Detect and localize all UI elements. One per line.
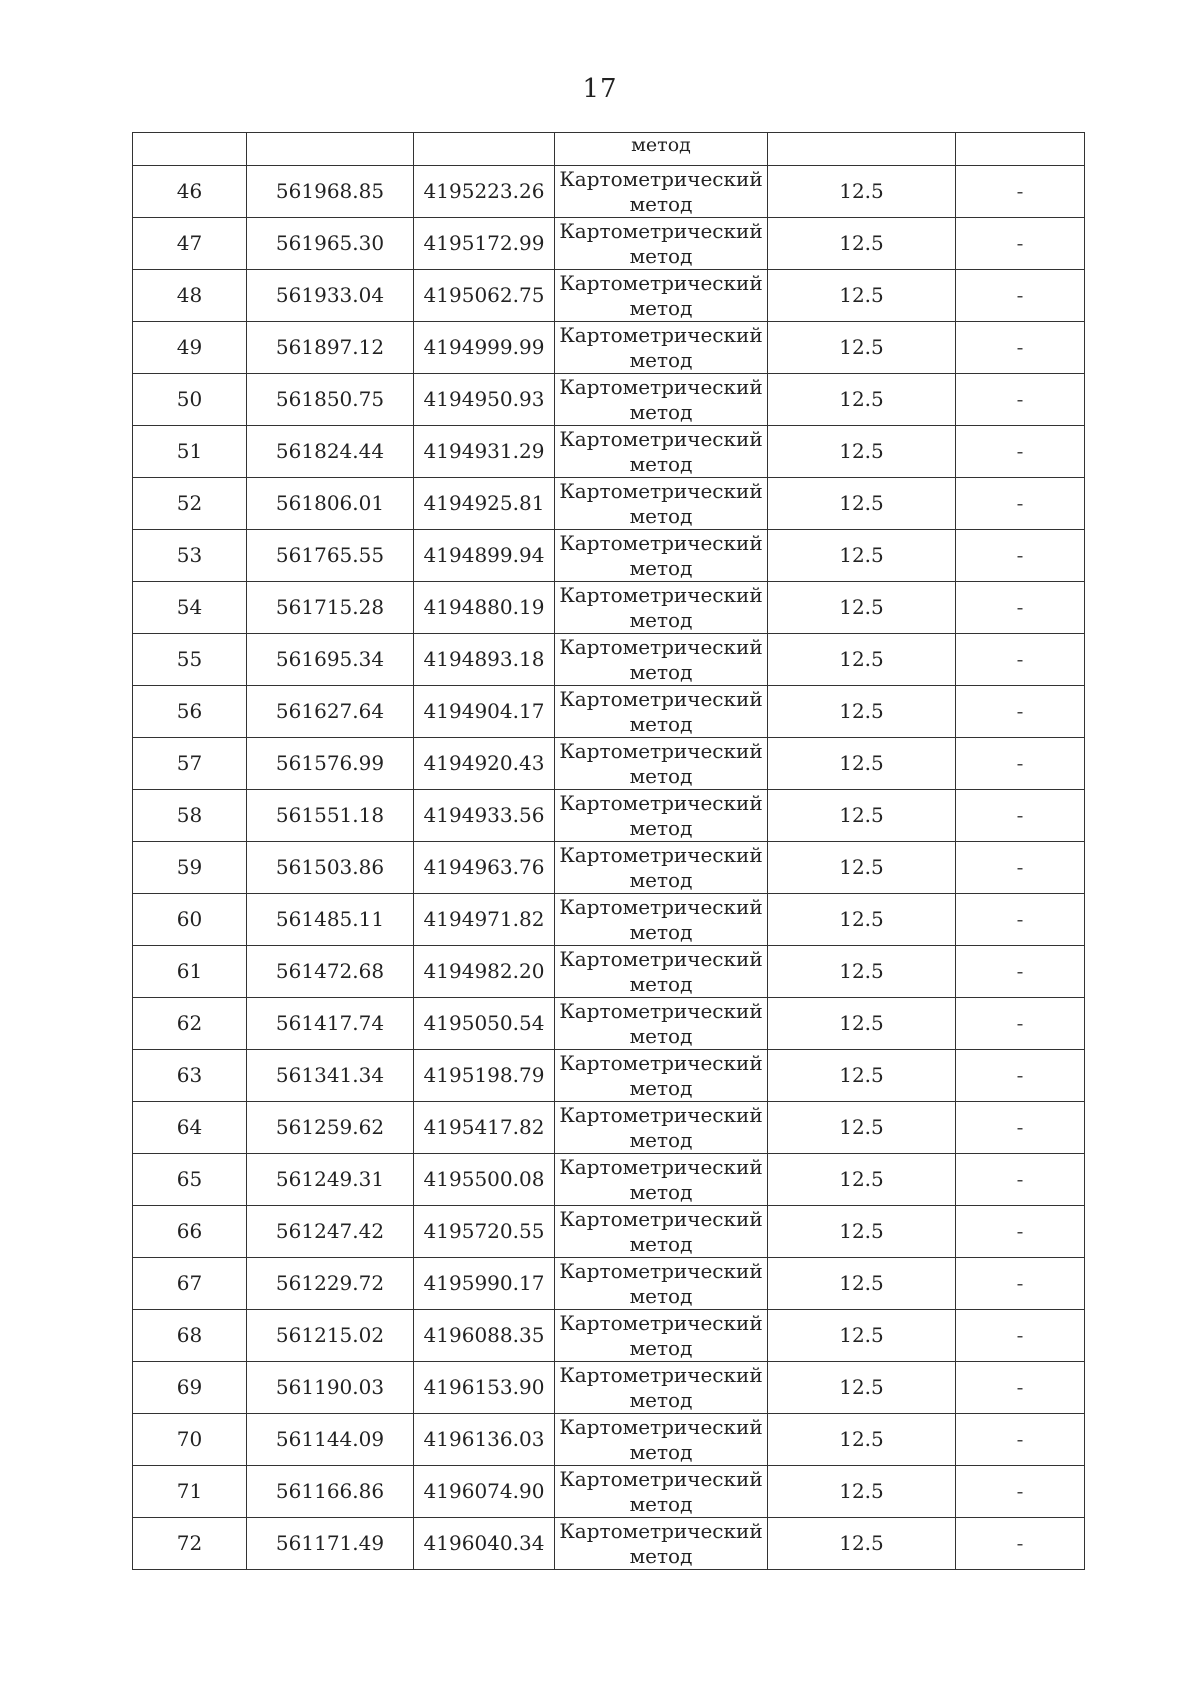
table-row xyxy=(133,1414,1085,1466)
cell-x: 561229.72 xyxy=(247,1258,414,1310)
cell-y: 4195062.75 xyxy=(414,270,555,322)
cell-precision: 12.5 xyxy=(768,1466,956,1518)
cell-n: 69 xyxy=(133,1362,247,1414)
cell-n: 67 xyxy=(133,1258,247,1310)
cell-y: 4196074.90 xyxy=(414,1466,555,1518)
cell-method: Картометрический метод xyxy=(555,1310,768,1362)
cell-x: 561472.68 xyxy=(247,946,414,998)
cell-n: 71 xyxy=(133,1466,247,1518)
cell-y: 4194925.81 xyxy=(414,478,555,530)
cell-note: - xyxy=(956,842,1085,894)
cell-n: 61 xyxy=(133,946,247,998)
cell-x: 561824.44 xyxy=(247,426,414,478)
cell-x: 561215.02 xyxy=(247,1310,414,1362)
table-row xyxy=(133,1310,1085,1362)
cell-x: 561551.18 xyxy=(247,790,414,842)
cell-y xyxy=(414,133,555,166)
cell-x: 561850.75 xyxy=(247,374,414,426)
cell-y: 4196153.90 xyxy=(414,1362,555,1414)
cell-n: 70 xyxy=(133,1414,247,1466)
continued-row xyxy=(133,133,1085,166)
table-row xyxy=(133,1362,1085,1414)
cell-method: Картометрический метод xyxy=(555,946,768,998)
cell-method: Картометрический метод xyxy=(555,1050,768,1102)
cell-x: 561965.30 xyxy=(247,218,414,270)
cell-note: - xyxy=(956,1310,1085,1362)
cell-y: 4194963.76 xyxy=(414,842,555,894)
cell-method: Картометрический метод xyxy=(555,894,768,946)
cell-y: 4194999.99 xyxy=(414,322,555,374)
table-row xyxy=(133,426,1085,478)
cell-note: - xyxy=(956,1206,1085,1258)
cell-note: - xyxy=(956,998,1085,1050)
cell-note: - xyxy=(956,478,1085,530)
table-row xyxy=(133,894,1085,946)
cell-method: Картометрический метод xyxy=(555,478,768,530)
cell-note: - xyxy=(956,1154,1085,1206)
cell-n: 55 xyxy=(133,634,247,686)
cell-precision: 12.5 xyxy=(768,1258,956,1310)
cell-y: 4195198.79 xyxy=(414,1050,555,1102)
cell-method: Картометрический метод xyxy=(555,634,768,686)
cell-method: Картометрический метод xyxy=(555,1258,768,1310)
table-row xyxy=(133,1050,1085,1102)
cell-precision: 12.5 xyxy=(768,218,956,270)
table-row xyxy=(133,218,1085,270)
cell-y: 4194950.93 xyxy=(414,374,555,426)
cell-note: - xyxy=(956,634,1085,686)
cell-y: 4196136.03 xyxy=(414,1414,555,1466)
cell-precision: 12.5 xyxy=(768,1206,956,1258)
cell-method: метод xyxy=(555,133,768,166)
cell-x: 561933.04 xyxy=(247,270,414,322)
cell-y: 4195720.55 xyxy=(414,1206,555,1258)
cell-note: - xyxy=(956,166,1085,218)
cell-n: 58 xyxy=(133,790,247,842)
cell-x: 561715.28 xyxy=(247,582,414,634)
cell-note: - xyxy=(956,270,1085,322)
cell-n: 65 xyxy=(133,1154,247,1206)
cell-method: Картометрический метод xyxy=(555,322,768,374)
cell-x: 561695.34 xyxy=(247,634,414,686)
cell-x: 561765.55 xyxy=(247,530,414,582)
cell-n: 46 xyxy=(133,166,247,218)
cell-y: 4194982.20 xyxy=(414,946,555,998)
cell-n: 57 xyxy=(133,738,247,790)
cell-x: 561576.99 xyxy=(247,738,414,790)
cell-y: 4196088.35 xyxy=(414,1310,555,1362)
cell-note: - xyxy=(956,1518,1085,1570)
table-row xyxy=(133,1518,1085,1570)
cell-n: 51 xyxy=(133,426,247,478)
cell-n: 62 xyxy=(133,998,247,1050)
cell-precision: 12.5 xyxy=(768,946,956,998)
cell-x: 561806.01 xyxy=(247,478,414,530)
cell-n: 64 xyxy=(133,1102,247,1154)
table-row xyxy=(133,998,1085,1050)
cell-method: Картометрический метод xyxy=(555,426,768,478)
cell-precision: 12.5 xyxy=(768,530,956,582)
cell-x: 561503.86 xyxy=(247,842,414,894)
cell-x: 561485.11 xyxy=(247,894,414,946)
cell-note: - xyxy=(956,1258,1085,1310)
cell-y: 4194899.94 xyxy=(414,530,555,582)
cell-method: Картометрический метод xyxy=(555,686,768,738)
cell-x: 561249.31 xyxy=(247,1154,414,1206)
cell-note: - xyxy=(956,582,1085,634)
cell-n: 49 xyxy=(133,322,247,374)
table-row xyxy=(133,842,1085,894)
cell-n: 66 xyxy=(133,1206,247,1258)
table-row xyxy=(133,738,1085,790)
cell-precision: 12.5 xyxy=(768,426,956,478)
cell-x xyxy=(247,133,414,166)
table-row xyxy=(133,946,1085,998)
cell-precision xyxy=(768,133,956,166)
cell-precision: 12.5 xyxy=(768,1414,956,1466)
cell-precision: 12.5 xyxy=(768,998,956,1050)
cell-x: 561968.85 xyxy=(247,166,414,218)
cell-note: - xyxy=(956,530,1085,582)
cell-note: - xyxy=(956,218,1085,270)
cell-note xyxy=(956,133,1085,166)
cell-n: 60 xyxy=(133,894,247,946)
cell-precision: 12.5 xyxy=(768,582,956,634)
cell-y: 4195223.26 xyxy=(414,166,555,218)
cell-method: Картометрический метод xyxy=(555,1466,768,1518)
cell-note: - xyxy=(956,946,1085,998)
cell-x: 561897.12 xyxy=(247,322,414,374)
cell-note: - xyxy=(956,1050,1085,1102)
cell-method: Картометрический метод xyxy=(555,1518,768,1570)
cell-n: 50 xyxy=(133,374,247,426)
cell-precision: 12.5 xyxy=(768,1362,956,1414)
cell-precision: 12.5 xyxy=(768,1050,956,1102)
cell-y: 4194933.56 xyxy=(414,790,555,842)
table-row xyxy=(133,322,1085,374)
cell-y: 4195500.08 xyxy=(414,1154,555,1206)
cell-method: Картометрический метод xyxy=(555,842,768,894)
table-row xyxy=(133,374,1085,426)
cell-y: 4195417.82 xyxy=(414,1102,555,1154)
cell-n: 56 xyxy=(133,686,247,738)
cell-x: 561190.03 xyxy=(247,1362,414,1414)
cell-x: 561259.62 xyxy=(247,1102,414,1154)
cell-n: 47 xyxy=(133,218,247,270)
cell-precision: 12.5 xyxy=(768,894,956,946)
table-row xyxy=(133,686,1085,738)
cell-y: 4195990.17 xyxy=(414,1258,555,1310)
cell-method: Картометрический метод xyxy=(555,738,768,790)
cell-precision: 12.5 xyxy=(768,270,956,322)
cell-precision: 12.5 xyxy=(768,1102,956,1154)
cell-precision: 12.5 xyxy=(768,166,956,218)
cell-method: Картометрический метод xyxy=(555,998,768,1050)
cell-n: 72 xyxy=(133,1518,247,1570)
cell-n xyxy=(133,133,247,166)
cell-n: 53 xyxy=(133,530,247,582)
cell-x: 561166.86 xyxy=(247,1466,414,1518)
cell-method: Картометрический метод xyxy=(555,582,768,634)
cell-method: Картометрический метод xyxy=(555,1414,768,1466)
table-row xyxy=(133,1466,1085,1518)
cell-precision: 12.5 xyxy=(768,634,956,686)
cell-note: - xyxy=(956,1102,1085,1154)
cell-method: Картометрический метод xyxy=(555,530,768,582)
cell-precision: 12.5 xyxy=(768,738,956,790)
cell-n: 68 xyxy=(133,1310,247,1362)
table-row xyxy=(133,1206,1085,1258)
table-row xyxy=(133,270,1085,322)
cell-y: 4194971.82 xyxy=(414,894,555,946)
cell-y: 4195172.99 xyxy=(414,218,555,270)
cell-method: Картометрический метод xyxy=(555,374,768,426)
table-row xyxy=(133,1258,1085,1310)
coordinates-table xyxy=(132,132,1085,1570)
cell-precision: 12.5 xyxy=(768,374,956,426)
cell-y: 4194920.43 xyxy=(414,738,555,790)
cell-method: Картометрический метод xyxy=(555,218,768,270)
cell-note: - xyxy=(956,738,1085,790)
cell-n: 63 xyxy=(133,1050,247,1102)
cell-x: 561341.34 xyxy=(247,1050,414,1102)
table-row xyxy=(133,166,1085,218)
cell-note: - xyxy=(956,322,1085,374)
cell-y: 4194931.29 xyxy=(414,426,555,478)
cell-n: 59 xyxy=(133,842,247,894)
cell-y: 4194880.19 xyxy=(414,582,555,634)
cell-method: Картометрический метод xyxy=(555,1102,768,1154)
cell-precision: 12.5 xyxy=(768,686,956,738)
page-number: 17 xyxy=(582,74,618,104)
table-row xyxy=(133,1154,1085,1206)
table-row xyxy=(133,1102,1085,1154)
cell-y: 4196040.34 xyxy=(414,1518,555,1570)
cell-x: 561171.49 xyxy=(247,1518,414,1570)
cell-precision: 12.5 xyxy=(768,842,956,894)
cell-method: Картометрический метод xyxy=(555,270,768,322)
cell-note: - xyxy=(956,894,1085,946)
cell-note: - xyxy=(956,1414,1085,1466)
cell-precision: 12.5 xyxy=(768,790,956,842)
cell-n: 54 xyxy=(133,582,247,634)
cell-y: 4194904.17 xyxy=(414,686,555,738)
cell-precision: 12.5 xyxy=(768,1518,956,1570)
table-row xyxy=(133,530,1085,582)
cell-x: 561247.42 xyxy=(247,1206,414,1258)
table-row xyxy=(133,582,1085,634)
cell-method: Картометрический метод xyxy=(555,1362,768,1414)
cell-precision: 12.5 xyxy=(768,478,956,530)
table-row xyxy=(133,478,1085,530)
cell-y: 4194893.18 xyxy=(414,634,555,686)
cell-x: 561417.74 xyxy=(247,998,414,1050)
table-row xyxy=(133,634,1085,686)
cell-y: 4195050.54 xyxy=(414,998,555,1050)
cell-x: 561144.09 xyxy=(247,1414,414,1466)
cell-note: - xyxy=(956,790,1085,842)
cell-precision: 12.5 xyxy=(768,1310,956,1362)
cell-method: Картометрический метод xyxy=(555,1206,768,1258)
cell-precision: 12.5 xyxy=(768,1154,956,1206)
cell-method: Картометрический метод xyxy=(555,1154,768,1206)
cell-n: 52 xyxy=(133,478,247,530)
cell-n: 48 xyxy=(133,270,247,322)
cell-x: 561627.64 xyxy=(247,686,414,738)
cell-note: - xyxy=(956,686,1085,738)
table-row xyxy=(133,790,1085,842)
cell-note: - xyxy=(956,426,1085,478)
table-body xyxy=(133,133,1085,1570)
cell-method: Картометрический метод xyxy=(555,166,768,218)
cell-precision: 12.5 xyxy=(768,322,956,374)
cell-note: - xyxy=(956,374,1085,426)
cell-method: Картометрический метод xyxy=(555,790,768,842)
cell-note: - xyxy=(956,1466,1085,1518)
cell-note: - xyxy=(956,1362,1085,1414)
